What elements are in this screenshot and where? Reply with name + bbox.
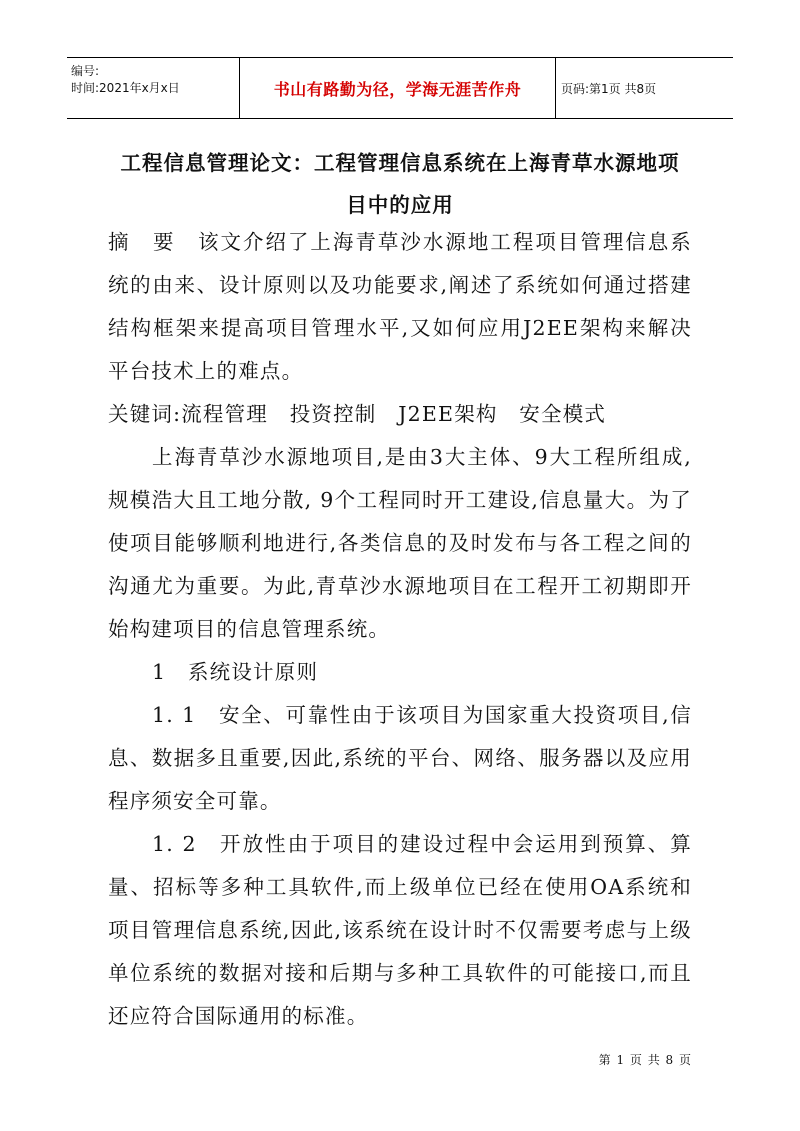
section-heading-1: 1 系统设计原则 — [152, 660, 319, 684]
header-motto: 书山有路勤为径，学海无涯苦作舟 — [239, 58, 556, 118]
time-label: 时间:2021年x月x日 — [71, 81, 180, 95]
title-line-2: 目中的应用 — [346, 193, 454, 217]
document-header — [67, 57, 733, 119]
intro-paragraph: 上海青草沙水源地项目,是由3大主体、9大工程所组成,规模浩大且工地分散, 9个工程同时开工建设,信息量大。为了使项目能够顺利地进行,各类信息的及时发布与各工程之间的沟通尤为重要。为此,青草沙水源地项目在工程开工初期即开始构建项目的信息管理系统。 — [108, 445, 692, 641]
header-meta — [67, 58, 239, 118]
section-1-2-paragraph: 1. 2 开放性由于项目的建设过程中会运用到预算、算量、招标等多种工具软件,而上级单位已经在使用OA系统和项目管理信息系统,因此,该系统在设计时不仅需要考虑与上级单位系统的数据对接和后期与多种工具软件的可能接口,而且还应符合国际通用的标准。 — [108, 832, 692, 1028]
header-page-info: 页码:第1页 共8页 — [561, 81, 657, 96]
code-label: 编号: — [71, 64, 100, 78]
abstract-paragraph: 摘 要 该文介绍了上海青草沙水源地工程项目管理信息系统的由来、设计原则以及功能要求,阐述了系统如何通过搭建结构框架来提高项目管理水平,又如何应用J2EE架构来解决平台技术上的难点。 — [108, 230, 692, 383]
keywords-paragraph: 关键词:流程管理 投资控制 J2EE架构 安全模式 — [108, 402, 607, 426]
title-line-1: 工程信息管理论文：工程管理信息系统在上海青草水源地项 — [120, 151, 680, 175]
page-footer: 第 1 页 共 8 页 — [598, 1053, 692, 1067]
section-1-1-paragraph: 1. 1 安全、可靠性由于该项目为国家重大投资项目,信息、数据多且重要,因此,系统的平台、网络、服务器以及应用程序须安全可靠。 — [108, 703, 692, 813]
